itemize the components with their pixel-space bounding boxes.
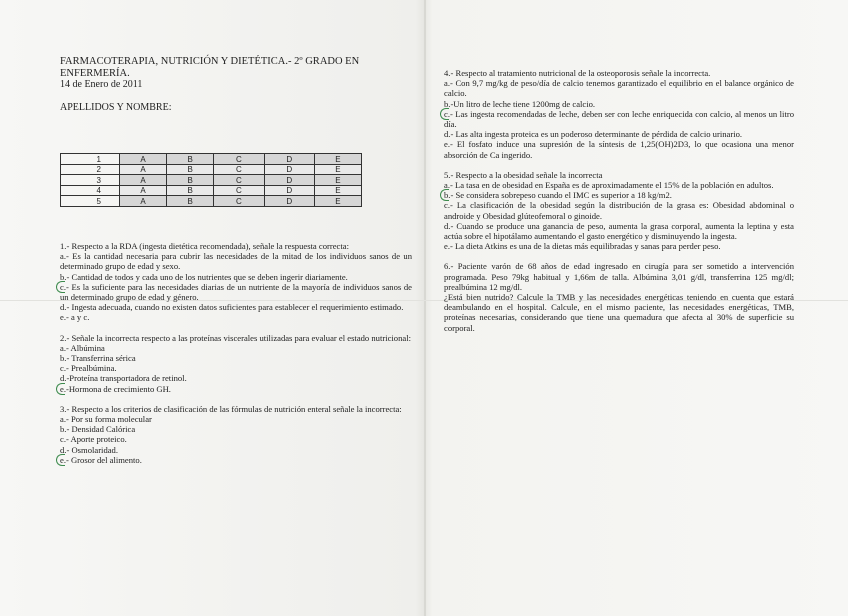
case-question xyxy=(444,261,794,332)
answer-grid-cell[interactable]: C xyxy=(214,196,264,207)
question-stem: 2.- Señale la incorrecta respecto a las proteínas viscerales utilizadas para evaluar el estado nutricional: xyxy=(60,332,411,343)
answer-grid-number: 4 xyxy=(61,185,120,196)
answer-option: c.- La clasificación de la obesidad según la distribución de la grasa es: Obesidad abdominal o androide y Obesidad glúteofemoral o ginoide. xyxy=(444,200,794,221)
marked-answer-option: b.- Se considera sobrepeso cuando el IMC es superior a 18 kg/m2. xyxy=(444,190,794,200)
answer-option: e.- El fosfato induce una supresión de la síntesis de 1,25(OH)2D3, lo que ocasiona una menor absorción de Ca ingerido. xyxy=(444,139,794,160)
answer-grid-cell[interactable]: D xyxy=(264,196,314,207)
marked-answer-option: e.-Hormona de crecimiento GH. xyxy=(60,384,412,394)
answer-option: c.- Aporte proteico. xyxy=(60,434,127,445)
answer-grid-row xyxy=(61,164,362,175)
answer-grid-cell[interactable]: E xyxy=(314,154,361,165)
answer-grid-cell[interactable]: C xyxy=(214,164,264,175)
answer-grid-cell[interactable]: A xyxy=(120,164,167,175)
answer-grid-number: 5 xyxy=(61,196,120,207)
answer-grid-number: 2 xyxy=(61,164,120,175)
left-column xyxy=(60,56,412,475)
answer-option: b.-Un litro de leche tiene 1200mg de calcio. xyxy=(444,98,596,109)
answer-option: b.- Densidad Calórica xyxy=(60,424,136,435)
answer-grid-number: 1 xyxy=(61,154,120,165)
answer-option: b.- Cantidad de todos y cada uno de los nutrientes que se deben ingerir diariamente. xyxy=(60,271,348,282)
question-block xyxy=(444,170,794,252)
answer-grid-number: 3 xyxy=(61,175,120,186)
answer-grid xyxy=(60,153,362,207)
answer-option: b.- Transferrina sérica xyxy=(60,352,136,363)
answer-grid-cell[interactable]: E xyxy=(314,196,361,207)
question-block xyxy=(60,241,412,323)
answer-option: d.-Proteína transportadora de retinol. xyxy=(60,373,187,384)
marked-answer-option: c.- Es la suficiente para las necesidades diarias de un nutriente de la mayoría de individuos sanos de un determinado grupo de edad y género. xyxy=(60,281,412,302)
answer-grid-cell[interactable]: E xyxy=(314,164,361,175)
question-stem: 1.- Respecto a la RDA (ingesta dietética recomendada), señale la respuesta correcta: xyxy=(60,240,349,251)
right-column xyxy=(444,68,794,343)
answer-grid-cell[interactable]: B xyxy=(167,154,214,165)
question-block xyxy=(60,404,412,465)
answer-grid-cell[interactable]: E xyxy=(314,185,361,196)
question-stem: 3.- Respecto a los criterios de clasificación de las fórmulas de nutrición enteral señale la incorrecta: xyxy=(60,403,402,414)
marked-answer-option: e.- Grosor del alimento. xyxy=(60,455,412,465)
question-block xyxy=(60,333,412,394)
answer-option: c.- Prealbúmina. xyxy=(60,363,117,374)
name-label: APELLIDOS Y NOMBRE: xyxy=(60,102,172,114)
answer-option: a.- Con 9,7 mg/kg de peso/día de calcio tenemos garantizado el equilibrio en el balance orgánico de calcio. xyxy=(444,78,794,99)
answer-option: d.- Las alta ingesta proteica es un poderoso determinante de pérdida de calcio urinario. xyxy=(444,129,743,140)
answer-grid-cell[interactable]: D xyxy=(264,185,314,196)
answer-grid-row xyxy=(61,154,362,165)
answer-grid-cell[interactable]: B xyxy=(167,185,214,196)
answer-grid-cell[interactable]: B xyxy=(167,175,214,186)
answer-grid-cell[interactable]: A xyxy=(120,175,167,186)
question-stem: 5.- Respecto a la obesidad señale la incorrecta xyxy=(444,169,603,180)
answer-grid-cell[interactable]: C xyxy=(214,175,264,186)
answer-option: d.- Cuando se produce una ganancia de peso, aumenta la grasa corporal, aumenta la leptina y esta actúa sobre el hipotálamo aumentando el gasto energético y disminuyendo la ingesta. xyxy=(444,220,794,242)
answer-option: a.- Es la cantidad necesaria para cubrir las necesidades de la mitad de los individuos sanos de un determinado grupo de edad y sexo. xyxy=(60,251,412,272)
answer-option: d.- Ingesta adecuada, cuando no existen datos suficientes para establecer el requerimiento estimado. xyxy=(60,302,404,313)
case-text: 6.- Paciente varón de 68 años de edad ingresado en cirugía para ser sometido a intervención programada. Peso 79kg habitual y 1,66m de talla. Albúmina 3,01 g/dl, transferrina 125 mg/dl; prealbúmina 12 mg/dl. xyxy=(444,261,794,292)
answer-grid-cell[interactable]: B xyxy=(167,196,214,207)
exam-date: 14 de Enero de 2011 xyxy=(60,79,143,90)
answer-option: a.- La tasa en de obesidad en España es de aproximadamente el 15% de la población en adultos. xyxy=(444,180,774,191)
center-fold-line xyxy=(424,0,426,616)
answer-option: e.- a y c. xyxy=(60,312,90,323)
questions-right xyxy=(444,68,794,251)
answer-grid-cell[interactable]: C xyxy=(214,154,264,165)
question-stem: 4.- Respecto al tratamiento nutricional de la osteoporosis señale la incorrecta. xyxy=(444,68,711,78)
marked-answer-option: c.- Las ingesta recomendadas de leche, deben ser con leche enriquecida con calcio, al menos un litro día. xyxy=(444,108,794,130)
answer-grid-cell[interactable]: D xyxy=(264,175,314,186)
answer-option: a.- Por su forma molecular xyxy=(60,413,152,424)
questions-left xyxy=(60,241,412,465)
answer-grid-row xyxy=(61,185,362,196)
answer-grid-cell[interactable]: A xyxy=(120,196,167,207)
answer-grid-cell[interactable]: A xyxy=(120,185,167,196)
answer-grid-cell[interactable]: D xyxy=(264,164,314,175)
question-block xyxy=(444,68,794,160)
answer-grid-cell[interactable]: C xyxy=(214,185,264,196)
exam-title: FARMACOTERAPIA, NUTRICIÓN Y DIETÉTICA.- 2º GRADO EN ENFERMERÍA. xyxy=(60,56,360,79)
answer-option: e.- La dieta Atkins es una de la dietas más equilibradas y sanas para perder peso. xyxy=(444,241,721,252)
answer-grid-cell[interactable]: E xyxy=(314,175,361,186)
case-prompt: ¿Está bien nutrido? Calcule la TMB y las necesidades energéticas teniendo en cuenta que estará deambulando en el hospital. Calcule, en el mismo paciente, las necesidades energéticas, TMB, proteínas necesarias, considerando que tiene una quemadura que afecta al 30% de superficie su corporal. xyxy=(444,292,794,333)
answer-grid-row xyxy=(61,175,362,186)
answer-option: d.- Osmolaridad. xyxy=(60,444,118,455)
answer-grid-cell[interactable]: D xyxy=(264,154,314,165)
answer-grid-cell[interactable]: B xyxy=(167,164,214,175)
answer-grid-row xyxy=(61,196,362,207)
answer-option: a.- Albúmina xyxy=(60,342,105,353)
answer-grid-cell[interactable]: A xyxy=(120,154,167,165)
